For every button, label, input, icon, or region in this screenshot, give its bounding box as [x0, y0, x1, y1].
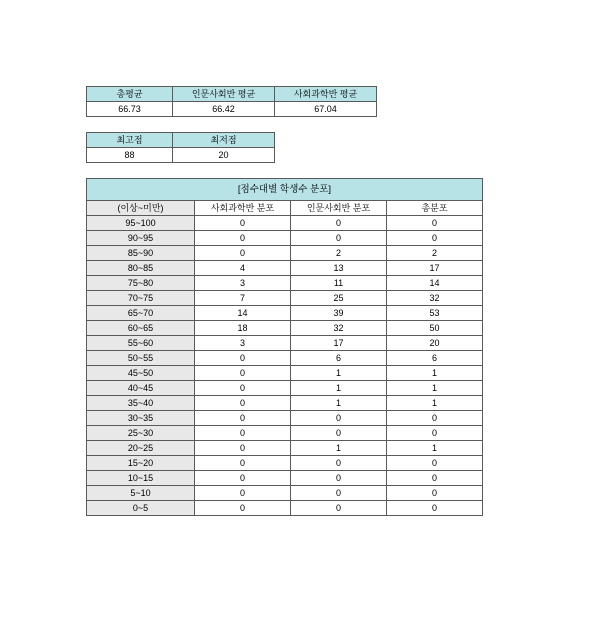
header-social-science-average[interactable]: 사회과학반 평균 [275, 87, 377, 102]
table-row [87, 396, 483, 411]
total-count-cell[interactable]: 1 [387, 366, 483, 381]
humanities-count-cell[interactable]: 0 [291, 426, 387, 441]
range-cell[interactable]: 35~40 [87, 396, 195, 411]
table-row [87, 321, 483, 336]
table-row [87, 351, 483, 366]
range-cell[interactable]: 45~50 [87, 366, 195, 381]
header-max-score[interactable]: 최고점 [87, 133, 173, 148]
social-science-count-cell[interactable]: 7 [195, 291, 291, 306]
range-cell[interactable]: 10~15 [87, 471, 195, 486]
social-science-count-cell[interactable]: 0 [195, 246, 291, 261]
total-count-cell[interactable]: 0 [387, 456, 483, 471]
total-count-cell[interactable]: 0 [387, 486, 483, 501]
social-science-count-cell[interactable]: 18 [195, 321, 291, 336]
range-cell[interactable]: 60~65 [87, 321, 195, 336]
humanities-count-cell[interactable]: 1 [291, 396, 387, 411]
social-science-count-cell[interactable]: 0 [195, 426, 291, 441]
humanities-count-cell[interactable]: 0 [291, 456, 387, 471]
table-row [87, 381, 483, 396]
social-science-count-cell[interactable]: 0 [195, 351, 291, 366]
humanities-count-cell[interactable]: 1 [291, 366, 387, 381]
social-science-count-cell[interactable]: 3 [195, 276, 291, 291]
header-total-average[interactable]: 총평균 [87, 87, 173, 102]
total-count-cell[interactable]: 2 [387, 246, 483, 261]
header-total-dist[interactable]: 총분포 [387, 201, 483, 216]
range-cell[interactable]: 80~85 [87, 261, 195, 276]
social-science-count-cell[interactable]: 3 [195, 336, 291, 351]
table-row [87, 411, 483, 426]
table-row [87, 261, 483, 276]
range-cell[interactable]: 85~90 [87, 246, 195, 261]
distribution-title[interactable]: [점수대별 학생수 분포] [87, 179, 483, 201]
table-row [87, 231, 483, 246]
range-cell[interactable]: 0~5 [87, 501, 195, 516]
range-cell[interactable]: 75~80 [87, 276, 195, 291]
humanities-count-cell[interactable]: 0 [291, 231, 387, 246]
humanities-count-cell[interactable]: 0 [291, 216, 387, 231]
total-count-cell[interactable]: 20 [387, 336, 483, 351]
total-count-cell[interactable]: 0 [387, 426, 483, 441]
range-cell[interactable]: 65~70 [87, 306, 195, 321]
humanities-count-cell[interactable]: 1 [291, 381, 387, 396]
total-count-cell[interactable]: 0 [387, 471, 483, 486]
header-social-science-dist[interactable]: 사회과학반 분포 [195, 201, 291, 216]
average-table [86, 86, 377, 117]
range-cell[interactable]: 50~55 [87, 351, 195, 366]
total-count-cell[interactable]: 0 [387, 231, 483, 246]
header-humanities-dist[interactable]: 인문사회반 분포 [291, 201, 387, 216]
social-science-count-cell[interactable]: 0 [195, 231, 291, 246]
value-total-average[interactable]: 66.73 [87, 102, 173, 117]
value-min-score[interactable]: 20 [173, 148, 275, 163]
social-science-count-cell[interactable]: 0 [195, 396, 291, 411]
humanities-count-cell[interactable]: 25 [291, 291, 387, 306]
humanities-count-cell[interactable]: 39 [291, 306, 387, 321]
distribution-body [87, 216, 483, 516]
table-row [87, 471, 483, 486]
total-count-cell[interactable]: 1 [387, 441, 483, 456]
humanities-count-cell[interactable]: 6 [291, 351, 387, 366]
total-count-cell[interactable]: 17 [387, 261, 483, 276]
total-count-cell[interactable]: 0 [387, 411, 483, 426]
range-cell[interactable]: 20~25 [87, 441, 195, 456]
range-cell[interactable]: 95~100 [87, 216, 195, 231]
range-cell[interactable]: 15~20 [87, 456, 195, 471]
social-science-count-cell[interactable]: 0 [195, 501, 291, 516]
table-row [87, 246, 483, 261]
table-row [87, 486, 483, 501]
value-max-score[interactable]: 88 [87, 148, 173, 163]
social-science-count-cell[interactable]: 14 [195, 306, 291, 321]
total-count-cell[interactable]: 53 [387, 306, 483, 321]
total-count-cell[interactable]: 1 [387, 381, 483, 396]
table-row [87, 291, 483, 306]
total-count-cell[interactable]: 32 [387, 291, 483, 306]
header-min-score[interactable]: 최저점 [173, 133, 275, 148]
header-range[interactable]: (이상~미만) [87, 201, 195, 216]
total-count-cell[interactable]: 50 [387, 321, 483, 336]
humanities-count-cell[interactable]: 2 [291, 246, 387, 261]
header-humanities-average[interactable]: 인문사회반 평균 [173, 87, 275, 102]
table-row [87, 501, 483, 516]
humanities-count-cell[interactable]: 1 [291, 441, 387, 456]
humanities-count-cell[interactable]: 0 [291, 411, 387, 426]
range-cell[interactable]: 30~35 [87, 411, 195, 426]
range-cell[interactable]: 25~30 [87, 426, 195, 441]
total-count-cell[interactable]: 6 [387, 351, 483, 366]
social-science-count-cell[interactable]: 0 [195, 381, 291, 396]
min-max-table [86, 132, 275, 163]
humanities-count-cell[interactable]: 13 [291, 261, 387, 276]
table-row [87, 366, 483, 381]
humanities-count-cell[interactable]: 32 [291, 321, 387, 336]
social-science-count-cell[interactable]: 0 [195, 366, 291, 381]
humanities-count-cell[interactable]: 0 [291, 471, 387, 486]
social-science-count-cell[interactable]: 0 [195, 486, 291, 501]
range-cell[interactable]: 40~45 [87, 381, 195, 396]
table-row [87, 456, 483, 471]
social-science-count-cell[interactable]: 0 [195, 471, 291, 486]
table-row [87, 441, 483, 456]
table-row [87, 216, 483, 231]
range-cell[interactable]: 5~10 [87, 486, 195, 501]
range-cell[interactable]: 70~75 [87, 291, 195, 306]
social-science-count-cell[interactable]: 4 [195, 261, 291, 276]
value-social-science-average[interactable]: 67.04 [275, 102, 377, 117]
total-count-cell[interactable]: 14 [387, 276, 483, 291]
social-science-count-cell[interactable]: 0 [195, 441, 291, 456]
humanities-count-cell[interactable]: 0 [291, 501, 387, 516]
table-row [87, 276, 483, 291]
table-row [87, 306, 483, 321]
total-count-cell[interactable]: 0 [387, 501, 483, 516]
social-science-count-cell[interactable]: 0 [195, 216, 291, 231]
range-cell[interactable]: 90~95 [87, 231, 195, 246]
humanities-count-cell[interactable]: 11 [291, 276, 387, 291]
total-count-cell[interactable]: 1 [387, 396, 483, 411]
humanities-count-cell[interactable]: 17 [291, 336, 387, 351]
humanities-count-cell[interactable]: 0 [291, 486, 387, 501]
table-row [87, 426, 483, 441]
value-humanities-average[interactable]: 66.42 [173, 102, 275, 117]
total-count-cell[interactable]: 0 [387, 216, 483, 231]
range-cell[interactable]: 55~60 [87, 336, 195, 351]
social-science-count-cell[interactable]: 0 [195, 411, 291, 426]
distribution-table [86, 178, 483, 516]
table-row [87, 336, 483, 351]
social-science-count-cell[interactable]: 0 [195, 456, 291, 471]
